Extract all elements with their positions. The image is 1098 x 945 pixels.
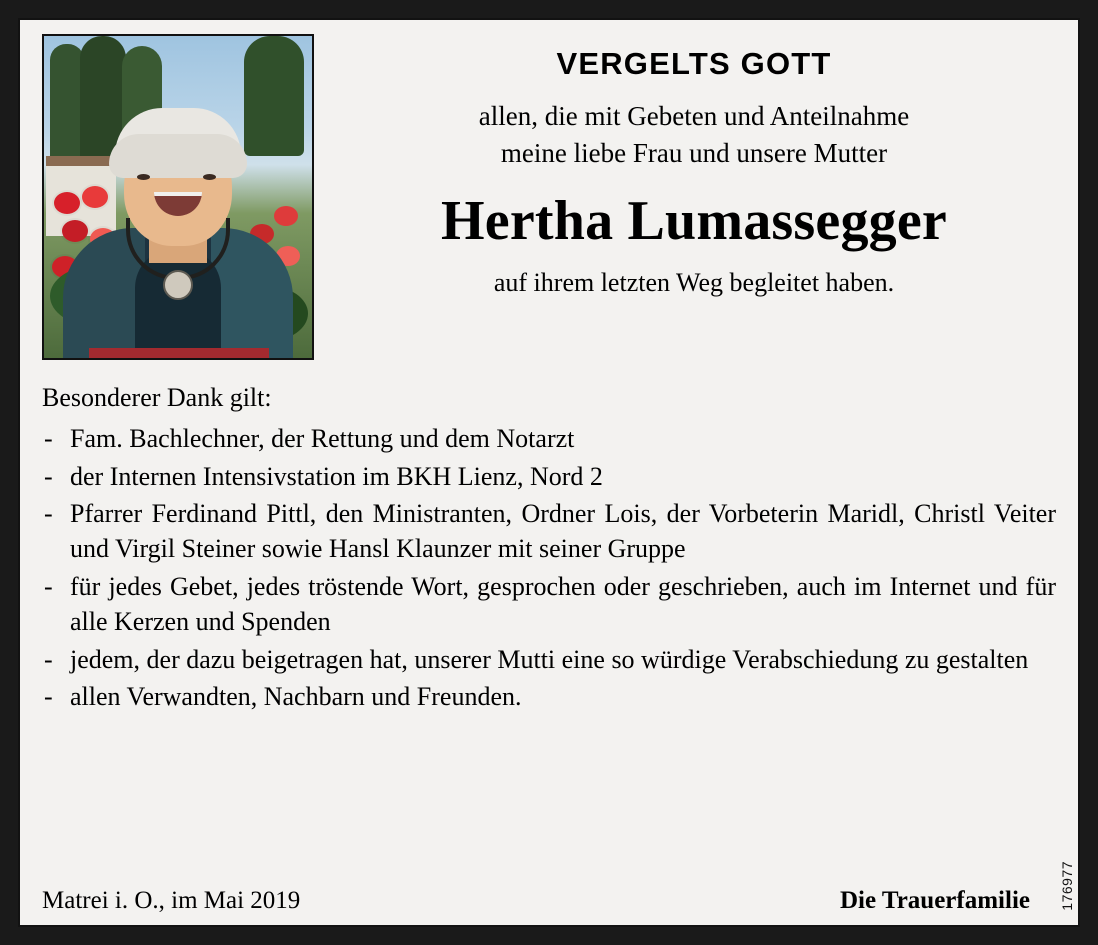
thanks-section	[42, 380, 1056, 716]
signature: Die Trauerfamilie	[840, 887, 1030, 914]
lead-text	[332, 98, 1056, 173]
deceased-name: Hertha Lumassegger	[441, 189, 947, 252]
list-item	[42, 496, 1056, 567]
list-item	[42, 421, 1056, 456]
lead-line-2: meine liebe Frau und unsere Mutter	[500, 138, 888, 169]
garment-trim	[89, 348, 269, 358]
list-item	[42, 679, 1056, 714]
reference-number: 176977	[1059, 861, 1075, 911]
list-item	[42, 642, 1056, 677]
tree-icon	[244, 36, 304, 156]
thanks-list	[42, 421, 1056, 714]
list-item	[42, 569, 1056, 640]
eye-left	[137, 174, 150, 180]
list-item-text: Fam. Bachlechner, der Rettung und dem Notarzt	[70, 424, 575, 454]
dash-marker: -	[44, 461, 53, 491]
list-item-text: Pfarrer Ferdinand Pittl, den Ministranten, Ordner Lois, der Vorbeterin Maridl, Christl Veiter und Virgil Steiner sowie Hansl Klaunzer mit seiner Gruppe	[70, 499, 1056, 564]
dash-marker: -	[44, 681, 53, 711]
dash-marker: -	[44, 424, 53, 454]
pendant	[163, 270, 193, 300]
closing-line: auf ihrem letzten Weg begleitet haben.	[493, 268, 895, 298]
list-item-text: der Internen Intensivstation im BKH Lienz, Nord 2	[70, 461, 603, 491]
headline: VERGELTS GOTT	[556, 46, 832, 81]
dash-marker: -	[44, 644, 53, 674]
obituary-notice-card	[18, 18, 1080, 927]
heading-block	[332, 34, 1056, 298]
notice-header	[42, 34, 1056, 360]
eye-right	[203, 174, 216, 180]
notice-footer	[42, 873, 1056, 915]
list-item-text: jedem, der dazu beigetragen hat, unserer Mutti eine so würdige Verabschiedung zu gestalten	[70, 644, 1029, 674]
hair	[115, 108, 241, 170]
dash-marker: -	[44, 499, 53, 529]
person-figure	[63, 143, 293, 358]
list-item-text: allen Verwandten, Nachbarn und Freunden.	[70, 681, 522, 711]
dash-marker: -	[44, 571, 53, 601]
thanks-intro: Besonderer Dank gilt:	[42, 383, 272, 412]
portrait-photo	[42, 34, 314, 360]
lead-line-1: allen, die mit Gebeten und Anteilnahme	[478, 101, 910, 131]
list-item-text: für jedes Gebet, jedes tröstende Wort, gesprochen oder geschrieben, auch im Internet und für alle Kerzen und Spenden	[70, 571, 1056, 637]
list-item	[42, 459, 1056, 494]
place-and-date: Matrei i. O., im Mai 2019	[42, 887, 301, 914]
